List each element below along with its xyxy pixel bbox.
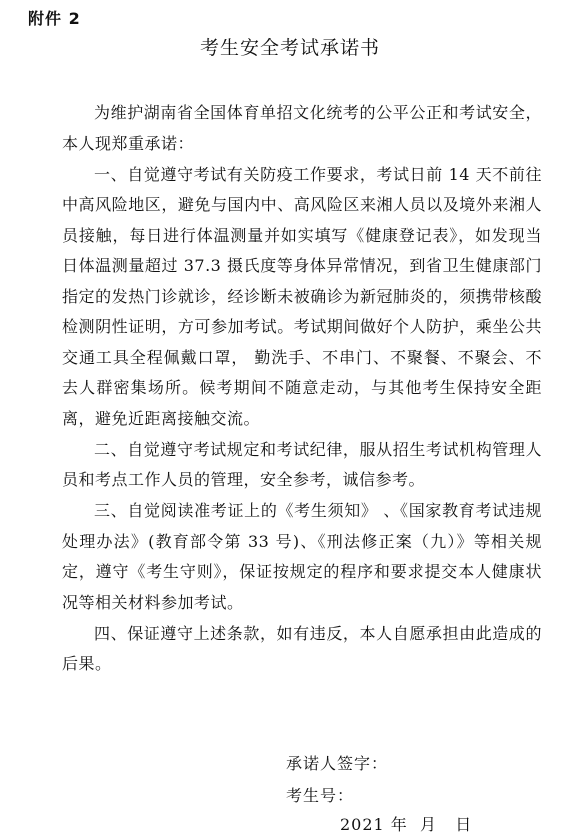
signature-block xyxy=(286,748,388,812)
clause-3-paragraph: 三、自觉阅读准考证上的《考生须知》 、《国家教育考试违规处理办法》(教育部令第 33 号)、《刑法修正案（九）》等相关规定，遵守《考生守则》，保证按规定的程序和要求提交本人健康状况等相关材料参加考试。 xyxy=(62,501,542,612)
clause-4-paragraph: 四、保证遵守上述条款，如有违反，本人自愿承担由此造成的后果。 xyxy=(62,623,542,673)
intro-paragraph: 为维护湖南省全国体育单招文化统考的公平公正和考试安全，本人现郑重承诺： xyxy=(62,103,542,153)
exam-number-label: 考生号： xyxy=(286,786,355,805)
date-line: 2021 年 月 日 xyxy=(340,815,473,834)
document-body xyxy=(62,98,542,680)
document-title: 考生安全考试承诺书 xyxy=(199,37,380,59)
attachment-label: 附件 2 xyxy=(28,9,81,28)
clause-2-paragraph: 二、自觉遵守考试规定和考试纪律，服从招生考试机构管理人员和考点工作人员的管理，安全参考，诚信参考。 xyxy=(62,439,542,489)
clause-1-paragraph: 一、自觉遵守考试有关防疫工作要求，考试日前 14 天不前往中高风险地区，避免与国内中、高风险区来湘人员以及境外来湘人员接触，每日进行体温测量并如实填写《健康登记表》，如发现当日体温测量超过 37.3 摄氏度等身体异常情况，到省卫生健康部门指定的发热门诊就诊，经诊断未被确诊为新冠肺炎的，须携带核酸检测阴性证明，方可参加考试。考试期间做好个人防护，乘坐公共交通工具全程佩戴口罩， 勤洗手、不串门、不聚餐、不聚会、不去人群密集场所。候考期间不随意走动，与其他考生保持安全距离，避免近距离接触交流。 xyxy=(62,164,542,428)
signer-label: 承诺人签字： xyxy=(286,754,389,773)
